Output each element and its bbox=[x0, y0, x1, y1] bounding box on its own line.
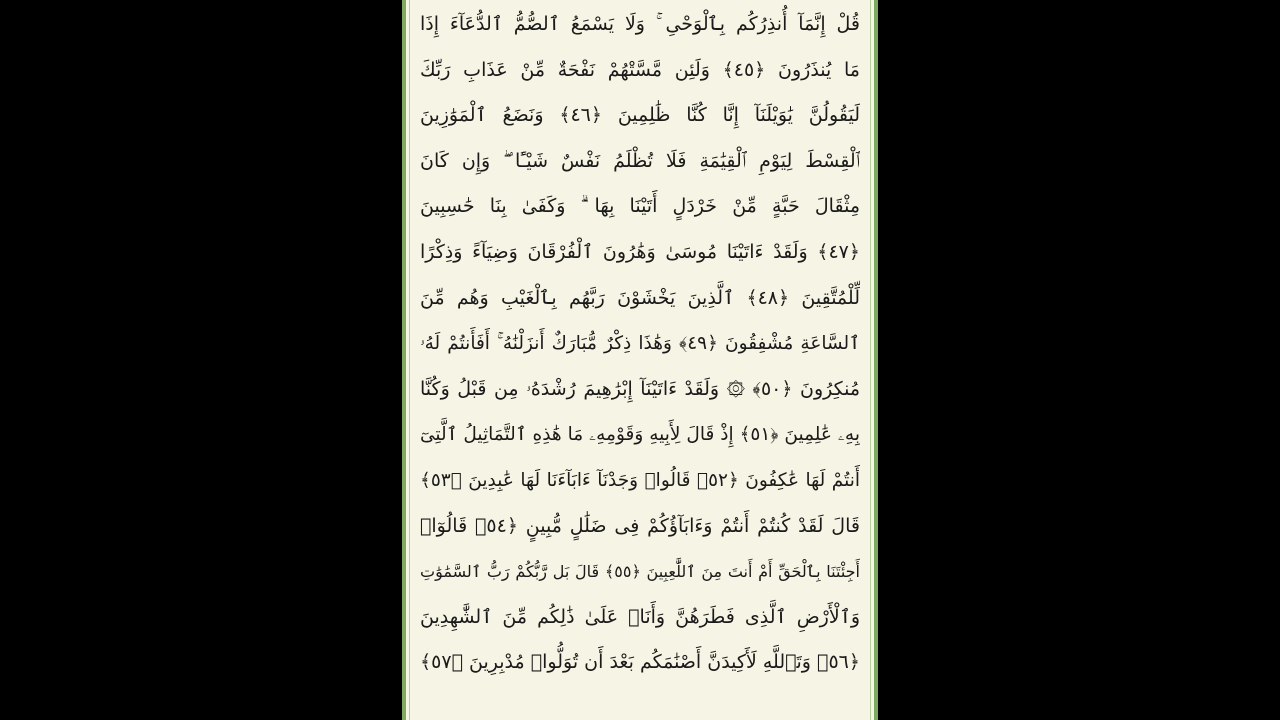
verse-line: مِثْقَالَ حَبَّةٍ مِّنْ خَرْدَلٍ أَتَيْنَا بِهَا ۗ وَكَفَىٰ بِنَا حَٰسِبِينَ bbox=[420, 195, 860, 218]
verse-line: لِّلْمُتَّقِينَ ﴿٤٨﴾ ٱلَّذِينَ يَخْشَوْنَ رَبَّهُم بِٱلْغَيْبِ وَهُم مِّنَ bbox=[420, 286, 860, 309]
verse-line: مَا يُنذَرُونَ ﴿٤٥﴾ وَلَئِن مَّسَّتْهُمْ نَفْحَةٌ مِّنْ عَذَابِ رَبِّكَ bbox=[420, 58, 860, 81]
mushaf-page bbox=[402, 0, 878, 720]
verse-line: ٱلْقِسْطَ لِيَوْمِ ٱلْقِيَٰمَةِ فَلَا تُظْلَمُ نَفْسٌ شَيْـًٔا ۖ وَإِن كَانَ bbox=[420, 149, 860, 172]
verse-line: ﴿٤٧﴾ وَلَقَدْ ءَاتَيْنَا مُوسَىٰ وَهَٰرُونَ ٱلْفُرْقَانَ وَضِيَآءً وَذِكْرًا bbox=[420, 240, 860, 263]
verse-line: أَنتُمْ لَهَا عَٰكِفُونَ ﴿٥٢﴾ قَالُوا۟ وَجَدْنَآ ءَابَآءَنَا لَهَا عَٰبِدِينَ ﴿٥٣﴾ bbox=[420, 469, 860, 491]
verse-line: ﴿٥٦﴾ وَتَٱللَّهِ لَأَكِيدَنَّ أَصْنَٰمَكُم بَعْدَ أَن تُوَلُّوا۟ مُدْبِرِينَ ﴿٥٧﴾ bbox=[420, 651, 860, 674]
verse-line: مُنكِرُونَ ﴿٥٠﴾ ۞ وَلَقَدْ ءَاتَيْنَآ إِبْرَٰهِيمَ رُشْدَهُۥ مِن قَبْلُ وَكُنَّا bbox=[420, 377, 860, 400]
verse-line: وَٱلْأَرْضِ ٱلَّذِى فَطَرَهُنَّ وَأَنَا۠ عَلَىٰ ذَٰلِكُم مِّنَ ٱلشَّٰهِدِينَ bbox=[420, 605, 860, 628]
verse-line: قَالَ لَقَدْ كُنتُمْ أَنتُمْ وَءَابَآؤُكُمْ فِى ضَلَٰلٍ مُّبِينٍ ﴿٥٤﴾ قَالُوٓا۟ bbox=[420, 514, 860, 537]
verse-line: ٱلسَّاعَةِ مُشْفِقُونَ ﴿٤٩﴾ وَهَٰذَا ذِكْرٌ مُّبَارَكٌ أَنزَلْنَٰهُ ۚ أَفَأَنتُمْ لَهُۥ bbox=[420, 333, 860, 355]
verse-line: قُلْ إِنَّمَآ أُنذِرُكُم بِٱلْوَحْىِ ۚ وَلَا يَسْمَعُ ٱلصُّمُّ ٱلدُّعَآءَ إِذَا bbox=[420, 13, 860, 35]
verse-line: أَجِئْتَنَا بِٱلْحَقِّ أَمْ أَنتَ مِنَ ٱللَّٰعِبِينَ ﴿٥٥﴾ قَالَ بَل رَّبُّكُمْ رَبُّ ٱلسَّمَٰوَٰتِ bbox=[420, 562, 860, 582]
verse-lines bbox=[420, 0, 860, 686]
verse-line: بِهِۦ عَٰلِمِينَ ﴿٥١﴾ إِذْ قَالَ لِأَبِيهِ وَقَوْمِهِۦ مَا هَٰذِهِ ٱلتَّمَاثِيلُ ٱلَّتِىٓ bbox=[420, 424, 860, 446]
verse-line: لَيَقُولُنَّ يَٰوَيْلَنَآ إِنَّا كُنَّا ظَٰلِمِينَ ﴿٤٦﴾ وَنَضَعُ ٱلْمَوَٰزِينَ bbox=[420, 104, 860, 127]
